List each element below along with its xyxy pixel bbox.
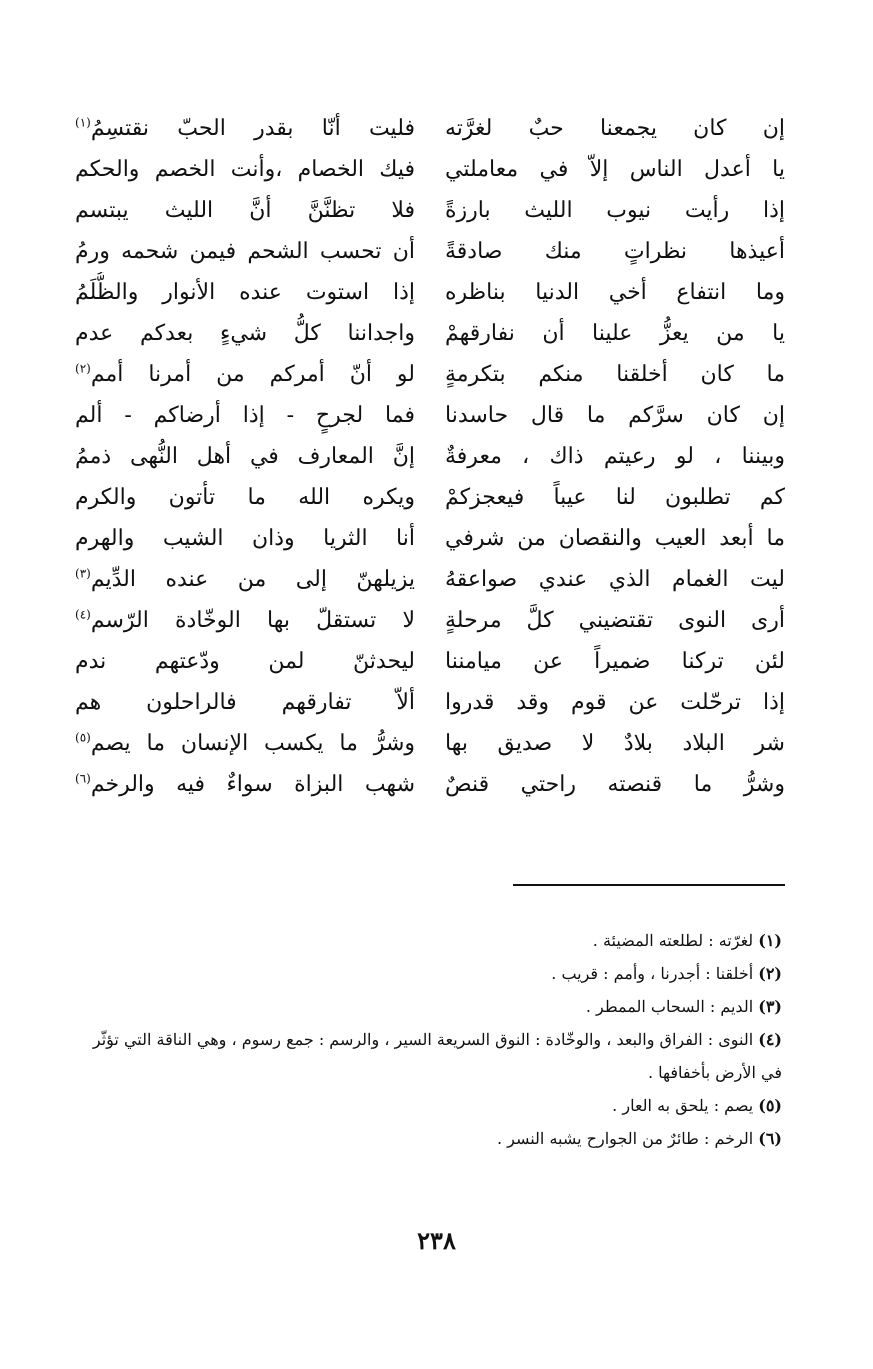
verse-second-hemistich <box>75 477 415 518</box>
verse-first-hemistich: كم تطلبون لنا عيباً فيعجزكمْ <box>445 485 785 510</box>
footnote-text: الرخم : طائرٌ من الجوارح يشبه النسر . <box>496 1129 754 1148</box>
verse-second-hemistich <box>75 682 415 723</box>
footnote-marker: (٤) <box>75 607 91 622</box>
page-number: ٢٣٨ <box>417 1226 456 1255</box>
verse-second-hemistich-text: فليت أنّا بقدر الحبّ نقتسِمُ <box>90 116 415 141</box>
verse-first-hemistich: ليت الغمام الذي عندي صواعقهُ <box>445 567 785 592</box>
verse-row <box>75 600 785 641</box>
verse-second-hemistich <box>75 190 415 231</box>
verse-second-hemistich-text: لو أنّ أمركم من أمرنا أمم <box>90 362 415 387</box>
footnote-number: (٣) <box>758 997 782 1016</box>
verse-first-hemistich: أعيذها نظراتٍ منك صادقةً <box>445 239 785 264</box>
footnote-number: (٤) <box>758 1030 782 1049</box>
verse-first-hemistich: ما كان أخلقنا منكم بتكرمةٍ <box>445 362 785 387</box>
footnote-text: أخلقنا : أجدرنا ، وأمم : قريب . <box>551 964 754 983</box>
verse-row <box>75 641 785 682</box>
verse-first-hemistich: إن كان يجمعنا حبٌ لغرَّته <box>445 116 785 141</box>
verse-second-hemistich-text: يزيلهنّ إلى من عنده الدِّيم <box>90 567 415 592</box>
verse-second-hemistich <box>75 559 415 600</box>
verse-row <box>75 108 785 149</box>
verse-second-hemistich-text: فلا تظنَّنَّ أنَّ الليث يبتسم <box>75 198 415 223</box>
verse-first-hemistich: إن كان سرَّكم ما قال حاسدنا <box>445 403 785 428</box>
verse-second-hemistich-text: إنَّ المعارف في أهل النُّهى ذممُ <box>75 444 415 469</box>
verse-second-hemistich <box>75 600 415 641</box>
verse-first-hemistich: وما انتفاع أخي الدنيا بناظره <box>445 280 785 305</box>
verse-second-hemistich-text: أنا الثريا وذان الشيب والهرم <box>75 526 415 551</box>
verse-row <box>75 764 785 805</box>
footnote-marker: (٥) <box>75 730 91 745</box>
footnote-text: لغرّته : لطلعته المضيئة . <box>592 931 754 950</box>
footnote-number: (٢) <box>758 964 782 983</box>
footnote-text: الديم : السحاب الممطر . <box>585 997 754 1016</box>
verse-second-hemistich <box>75 641 415 682</box>
footnote-item <box>75 990 782 1023</box>
verse-second-hemistich-text: شهب البزاة سواءٌ فيه والرخم <box>90 772 415 797</box>
verse-second-hemistich <box>75 723 415 764</box>
verse-second-hemistich-text: ويكره الله ما تأتون والكرم <box>75 485 415 510</box>
verse-second-hemistich <box>75 149 415 190</box>
verse-second-hemistich <box>75 764 415 805</box>
verse-row <box>75 354 785 395</box>
verse-first-hemistich: لئن تركنا ضميراً عن ميامننا <box>445 649 785 674</box>
footnote-number: (٥) <box>758 1096 782 1115</box>
footnote-marker: (٢) <box>75 361 91 376</box>
verse-second-hemistich-text: إذا استوت عنده الأنوار والظُّلَمُ <box>75 280 415 305</box>
footnote-item <box>75 1089 782 1122</box>
footnote-number: (٦) <box>758 1129 782 1148</box>
verse-second-hemistich-text: لا تستقلّ بها الوخّادة الرّسم <box>90 608 415 633</box>
verse-second-hemistich-text: أن تحسب الشحم فيمن شحمه ورمُ <box>75 239 415 264</box>
footnote-separator-rule <box>513 884 785 886</box>
verse-first-hemistich: إذا ترحّلت عن قوم وقد قدروا <box>445 690 785 715</box>
verse-row <box>75 559 785 600</box>
footnotes <box>75 924 782 1155</box>
verse-second-hemistich-text: ألاّ تفارقهم فالراحلون هم <box>75 690 415 715</box>
verse-first-hemistich: يا من يعزُّ علينا أن نفارقهمْ <box>445 321 785 346</box>
verse-second-hemistich <box>75 436 415 477</box>
verse-second-hemistich <box>75 395 415 436</box>
poem-verses <box>75 108 785 805</box>
verse-second-hemistich <box>75 313 415 354</box>
verse-first-hemistich: أرى النوى تقتضيني كلَّ مرحلةٍ <box>445 608 785 633</box>
verse-second-hemistich-text: فيك الخصام ،وأنت الخصم والحكم <box>75 157 415 182</box>
footnote-marker: (٦) <box>75 771 91 786</box>
verse-second-hemistich-text: ليحدثنّ لمن ودّعتهم ندم <box>75 649 415 674</box>
verse-first-hemistich: إذا رأيت نيوب الليث بارزةً <box>445 198 785 223</box>
verse-first-hemistich: وشرُّ ما قنصته راحتي قنصٌ <box>445 772 785 797</box>
verse-second-hemistich <box>75 272 415 313</box>
verse-second-hemistich-text: وشرُّ ما يكسب الإنسان ما يصم <box>90 731 415 756</box>
footnote-number: (١) <box>758 931 782 950</box>
verse-row <box>75 518 785 559</box>
footnote-item <box>75 1023 782 1089</box>
verse-first-hemistich: شر البلاد بلادٌ لا صديق بها <box>445 731 785 756</box>
verse-second-hemistich <box>75 518 415 559</box>
verse-row <box>75 231 785 272</box>
verse-second-hemistich-text: واجداننا كلُّ شيءٍ بعدكم عدم <box>75 321 415 346</box>
verse-row <box>75 723 785 764</box>
verse-first-hemistich: وبيننا ، لو رعيتم ذاك ، معرفةٌ <box>445 444 785 469</box>
footnote-text: يصم : يلحق به العار . <box>612 1096 754 1115</box>
verse-second-hemistich <box>75 231 415 272</box>
verse-row <box>75 272 785 313</box>
verse-first-hemistich: يا أعدل الناس إلاّ في معاملتي <box>445 157 785 182</box>
verse-row <box>75 190 785 231</box>
verse-row <box>75 149 785 190</box>
verse-row <box>75 436 785 477</box>
footnote-marker: (١) <box>75 115 91 130</box>
footnote-item <box>75 1122 782 1155</box>
verse-row <box>75 477 785 518</box>
verse-second-hemistich <box>75 354 415 395</box>
footnote-text: النوى : الفراق والبعد ، والوخّادة : النوق السريعة السير ، والرسم : جمع رسوم ، وهي الناقة التي تؤثّر في الأرض بأخفافها . <box>92 1030 782 1082</box>
footnote-item <box>75 924 782 957</box>
verse-row <box>75 395 785 436</box>
footnote-item <box>75 957 782 990</box>
footnote-marker: (٣) <box>75 566 91 581</box>
verse-second-hemistich-text: فما لجرحٍ - إذا أرضاكم - ألم <box>75 403 415 428</box>
verse-first-hemistich: ما أبعد العيب والنقصان من شرفي <box>445 526 785 551</box>
verse-row <box>75 313 785 354</box>
verse-row <box>75 682 785 723</box>
verse-second-hemistich <box>75 108 415 149</box>
